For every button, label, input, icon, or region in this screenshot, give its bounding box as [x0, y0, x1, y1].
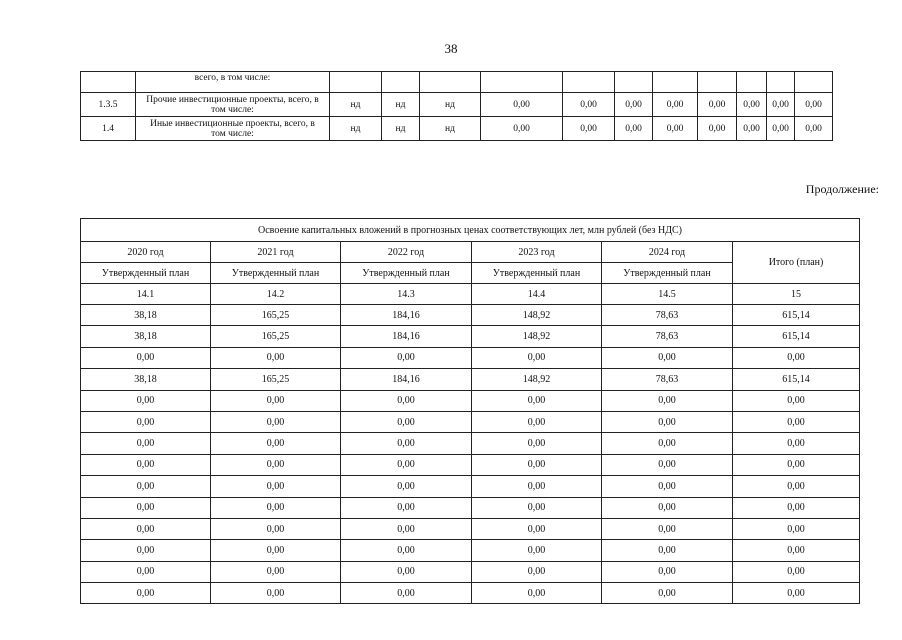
- value-cell: 0,00: [602, 497, 733, 518]
- value-cell: 0,00: [472, 540, 602, 561]
- table-row: [81, 583, 860, 604]
- value-cell: 0,00: [602, 454, 733, 475]
- value-cell: 0,00: [472, 454, 602, 475]
- top-table-row: [81, 93, 833, 117]
- value-cell: 78,63: [602, 369, 733, 390]
- bottom-table-header: [81, 219, 860, 305]
- value-cell: 0,00: [211, 583, 341, 604]
- plan-header: Утвержденный план: [211, 263, 341, 284]
- plan-header: Утвержденный план: [341, 263, 472, 284]
- column-number: 14.1: [81, 284, 211, 305]
- table-cell: [420, 72, 481, 93]
- value-cell: 0,00: [211, 561, 341, 582]
- table-row: [81, 433, 860, 454]
- column-number-row: [81, 284, 860, 305]
- value-cell: 615,14: [733, 369, 860, 390]
- table-row: [81, 411, 860, 432]
- bottom-table: [80, 218, 860, 604]
- bottom-table-body: [81, 305, 860, 604]
- value-cell: 0,00: [211, 411, 341, 432]
- top-table-row: [81, 117, 833, 141]
- value-cell: 615,14: [733, 305, 860, 326]
- table-row: [81, 540, 860, 561]
- table-cell: [653, 72, 698, 93]
- table-cell: [737, 72, 767, 93]
- column-number: 14.4: [472, 284, 602, 305]
- value-cell: 0,00: [81, 561, 211, 582]
- value-cell: 0,00: [563, 93, 615, 117]
- column-number: 15: [733, 284, 860, 305]
- caption-row: [81, 219, 860, 242]
- value-cell: 0,00: [615, 117, 653, 141]
- value-cell: 0,00: [733, 347, 860, 368]
- table-cell: [382, 72, 420, 93]
- value-cell: 0,00: [211, 518, 341, 539]
- plan-header: Утвержденный план: [472, 263, 602, 284]
- value-cell: 0,00: [481, 93, 563, 117]
- value-cell: 0,00: [602, 476, 733, 497]
- value-cell: 0,00: [767, 93, 795, 117]
- value-cell: 0,00: [615, 93, 653, 117]
- value-cell: 0,00: [341, 433, 472, 454]
- value-cell: 0,00: [602, 561, 733, 582]
- value-cell: 0,00: [81, 411, 211, 432]
- value-cell: 0,00: [211, 476, 341, 497]
- value-cell: 0,00: [81, 583, 211, 604]
- value-cell: 0,00: [602, 540, 733, 561]
- years-row: [81, 242, 860, 263]
- value-cell: нд: [330, 93, 382, 117]
- value-cell: 0,00: [733, 518, 860, 539]
- value-cell: 0,00: [341, 411, 472, 432]
- value-cell: 0,00: [472, 390, 602, 411]
- value-cell: 0,00: [733, 390, 860, 411]
- table-row: [81, 497, 860, 518]
- value-cell: нд: [382, 93, 420, 117]
- value-cell: 0,00: [211, 540, 341, 561]
- value-cell: 0,00: [563, 117, 615, 141]
- top-table-body: [81, 72, 833, 141]
- value-cell: нд: [330, 117, 382, 141]
- value-cell: 0,00: [81, 476, 211, 497]
- table-cell: [481, 72, 563, 93]
- description-cell: всего, в том числе:: [136, 72, 330, 93]
- value-cell: 0,00: [602, 518, 733, 539]
- year-header: 2021 год: [211, 242, 341, 263]
- code-cell: 1.4: [81, 117, 136, 141]
- value-cell: нд: [382, 117, 420, 141]
- value-cell: 0,00: [341, 518, 472, 539]
- table-row: [81, 390, 860, 411]
- value-cell: 0,00: [733, 476, 860, 497]
- value-cell: 38,18: [81, 369, 211, 390]
- value-cell: 0,00: [698, 117, 737, 141]
- value-cell: 0,00: [81, 433, 211, 454]
- plan-header: Утвержденный план: [81, 263, 211, 284]
- value-cell: 0,00: [472, 433, 602, 454]
- table-cell: [615, 72, 653, 93]
- value-cell: 0,00: [472, 497, 602, 518]
- value-cell: 0,00: [602, 347, 733, 368]
- code-cell: [81, 72, 136, 93]
- column-number: 14.5: [602, 284, 733, 305]
- table-cell: [330, 72, 382, 93]
- value-cell: 0,00: [733, 497, 860, 518]
- value-cell: нд: [420, 93, 481, 117]
- value-cell: 0,00: [602, 390, 733, 411]
- year-header: 2022 год: [341, 242, 472, 263]
- table-row: [81, 347, 860, 368]
- value-cell: 0,00: [341, 540, 472, 561]
- value-cell: 0,00: [472, 561, 602, 582]
- value-cell: 0,00: [341, 347, 472, 368]
- value-cell: 0,00: [698, 93, 737, 117]
- table-row: [81, 454, 860, 475]
- value-cell: 0,00: [81, 497, 211, 518]
- value-cell: 0,00: [81, 518, 211, 539]
- value-cell: 0,00: [341, 390, 472, 411]
- value-cell: 0,00: [341, 561, 472, 582]
- value-cell: 0,00: [602, 411, 733, 432]
- top-table-partial-row: [81, 72, 833, 93]
- value-cell: 615,14: [733, 326, 860, 347]
- value-cell: 0,00: [211, 497, 341, 518]
- value-cell: 0,00: [733, 411, 860, 432]
- value-cell: 148,92: [472, 326, 602, 347]
- value-cell: 165,25: [211, 369, 341, 390]
- value-cell: 148,92: [472, 305, 602, 326]
- value-cell: 0,00: [481, 117, 563, 141]
- value-cell: 0,00: [733, 540, 860, 561]
- table-row: [81, 305, 860, 326]
- description-cell: Иные инвестиционные проекты, всего, в том числе:: [136, 117, 330, 141]
- table-row: [81, 518, 860, 539]
- value-cell: 0,00: [602, 583, 733, 604]
- value-cell: 184,16: [341, 369, 472, 390]
- value-cell: 0,00: [733, 433, 860, 454]
- value-cell: нд: [420, 117, 481, 141]
- year-header: 2024 год: [602, 242, 733, 263]
- table-caption: Освоение капитальных вложений в прогнозных ценах соответствующих лет, млн рублей (без НДС): [81, 219, 860, 242]
- table-cell: [767, 72, 795, 93]
- value-cell: 0,00: [795, 93, 833, 117]
- value-cell: 0,00: [653, 93, 698, 117]
- value-cell: 0,00: [341, 454, 472, 475]
- value-cell: 0,00: [733, 561, 860, 582]
- value-cell: 165,25: [211, 305, 341, 326]
- description-cell: Прочие инвестиционные проекты, всего, в том числе:: [136, 93, 330, 117]
- value-cell: 0,00: [737, 93, 767, 117]
- continuation-label: Продолжение:: [805, 182, 879, 196]
- value-cell: 0,00: [767, 117, 795, 141]
- value-cell: 0,00: [737, 117, 767, 141]
- value-cell: 38,18: [81, 326, 211, 347]
- top-table: [80, 71, 833, 141]
- table-cell: [795, 72, 833, 93]
- value-cell: 0,00: [795, 117, 833, 141]
- value-cell: 0,00: [211, 454, 341, 475]
- value-cell: 0,00: [733, 583, 860, 604]
- table-cell: [698, 72, 737, 93]
- value-cell: 78,63: [602, 326, 733, 347]
- table-row: [81, 369, 860, 390]
- value-cell: 0,00: [81, 540, 211, 561]
- value-cell: 0,00: [472, 476, 602, 497]
- column-number: 14.2: [211, 284, 341, 305]
- value-cell: 0,00: [81, 454, 211, 475]
- value-cell: 38,18: [81, 305, 211, 326]
- plan-header: Утвержденный план: [602, 263, 733, 284]
- value-cell: 0,00: [211, 390, 341, 411]
- value-cell: 0,00: [733, 454, 860, 475]
- year-header: 2023 год: [472, 242, 602, 263]
- value-cell: 148,92: [472, 369, 602, 390]
- value-cell: 0,00: [341, 583, 472, 604]
- table-row: [81, 326, 860, 347]
- value-cell: 0,00: [472, 411, 602, 432]
- value-cell: 0,00: [472, 347, 602, 368]
- page-number: 38: [444, 41, 458, 56]
- year-header: 2020 год: [81, 242, 211, 263]
- value-cell: 0,00: [81, 390, 211, 411]
- value-cell: 0,00: [341, 476, 472, 497]
- value-cell: 184,16: [341, 305, 472, 326]
- value-cell: 78,63: [602, 305, 733, 326]
- value-cell: 0,00: [653, 117, 698, 141]
- table-row: [81, 476, 860, 497]
- value-cell: 165,25: [211, 326, 341, 347]
- table-row: [81, 561, 860, 582]
- value-cell: 0,00: [472, 518, 602, 539]
- value-cell: 184,16: [341, 326, 472, 347]
- value-cell: 0,00: [211, 433, 341, 454]
- total-header: Итого (план): [733, 242, 860, 284]
- table-cell: [563, 72, 615, 93]
- value-cell: 0,00: [341, 497, 472, 518]
- value-cell: 0,00: [211, 347, 341, 368]
- code-cell: 1.3.5: [81, 93, 136, 117]
- value-cell: 0,00: [472, 583, 602, 604]
- column-number: 14.3: [341, 284, 472, 305]
- value-cell: 0,00: [602, 433, 733, 454]
- value-cell: 0,00: [81, 347, 211, 368]
